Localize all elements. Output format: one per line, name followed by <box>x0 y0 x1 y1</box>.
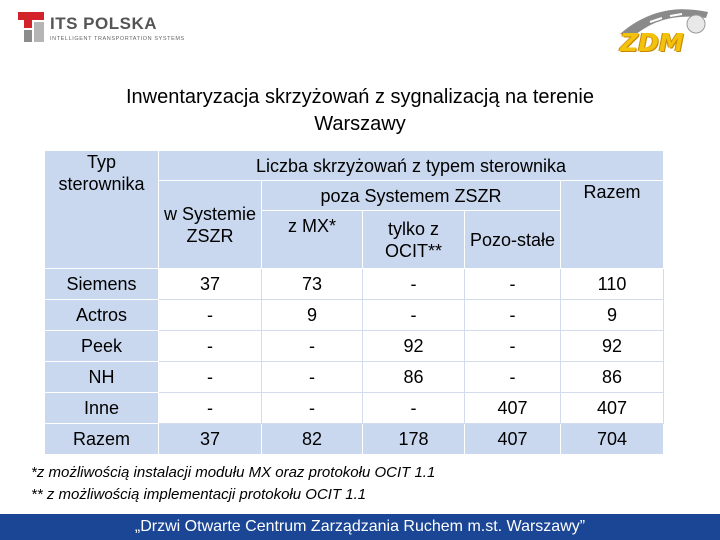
its-logo-subtitle: INTELLIGENT TRANSPORTATION SYSTEMS <box>50 36 185 42</box>
razem-cell: 9 <box>561 300 664 331</box>
z-mx-cell: - <box>262 362 363 393</box>
row-type-cell: Siemens <box>45 269 159 300</box>
its-logo-icon <box>14 8 48 46</box>
header-tylko-ocit: tylko z OCIT** <box>363 211 465 269</box>
w-systemie-cell: 37 <box>159 424 262 455</box>
header-liczba-skrzyzowan: Liczba skrzyżowań z typem sterownika <box>159 151 664 181</box>
table-header-row <box>45 151 664 181</box>
header-w-systemie: w Systemie ZSZR <box>159 181 262 269</box>
z-mx-cell: 82 <box>262 424 363 455</box>
footer-banner: „Drzwi Otwarte Centrum Zarządzania Ruchem m.st. Warszawy” <box>0 514 720 540</box>
header-pozostale: Pozo-stałe <box>465 211 561 269</box>
pozostale-cell: - <box>465 269 561 300</box>
pozostale-cell: 407 <box>465 393 561 424</box>
footnote-ocit: ** z możliwością implementacji protokołu OCIT 1.1 <box>31 486 367 503</box>
razem-cell: 407 <box>561 393 664 424</box>
intersections-table <box>44 150 664 455</box>
row-type-cell: Peek <box>45 331 159 362</box>
w-systemie-cell: 37 <box>159 269 262 300</box>
z-mx-cell: 73 <box>262 269 363 300</box>
razem-cell: 86 <box>561 362 664 393</box>
row-type-cell: Razem <box>45 424 159 455</box>
header-poza-systemem: poza Systemem ZSZR <box>262 181 561 211</box>
pozostale-cell: - <box>465 300 561 331</box>
w-systemie-cell: - <box>159 362 262 393</box>
its-logo-name: ITS POLSKA <box>50 14 158 33</box>
row-type-cell: NH <box>45 362 159 393</box>
page-title-line-1: Inwentaryzacja skrzyżowań z sygnalizacją na terenie <box>126 86 594 108</box>
table-row <box>45 331 664 362</box>
pozostale-cell: 407 <box>465 424 561 455</box>
razem-cell: 92 <box>561 331 664 362</box>
table-total-row <box>45 424 664 455</box>
zdm-logo <box>610 4 714 62</box>
row-type-cell: Actros <box>45 300 159 331</box>
table-row <box>45 300 664 331</box>
z-mx-cell: - <box>262 393 363 424</box>
w-systemie-cell: - <box>159 393 262 424</box>
page-title <box>30 84 690 138</box>
tylko-ocit-cell: 178 <box>363 424 465 455</box>
w-systemie-cell: - <box>159 300 262 331</box>
table-row <box>45 269 664 300</box>
header-typ-sterownika: Typ sterownika <box>45 151 159 269</box>
razem-cell: 704 <box>561 424 664 455</box>
z-mx-cell: 9 <box>262 300 363 331</box>
row-type-cell: Inne <box>45 393 159 424</box>
pozostale-cell: - <box>465 331 561 362</box>
table-row <box>45 393 664 424</box>
tylko-ocit-cell: - <box>363 300 465 331</box>
tylko-ocit-cell: - <box>363 269 465 300</box>
z-mx-cell: - <box>262 331 363 362</box>
razem-cell: 110 <box>561 269 664 300</box>
w-systemie-cell: - <box>159 331 262 362</box>
header-razem: Razem <box>561 181 664 269</box>
tylko-ocit-cell: 86 <box>363 362 465 393</box>
tylko-ocit-cell: - <box>363 393 465 424</box>
footnote-mx: *z możliwością instalacji modułu MX oraz protokołu OCIT 1.1 <box>31 464 436 481</box>
its-polska-logo <box>14 8 185 52</box>
table-row <box>45 362 664 393</box>
header-z-mx: z MX* <box>262 211 363 269</box>
page-title-line-2: Warszawy <box>314 113 406 135</box>
footnotes <box>31 462 435 506</box>
pozostale-cell: - <box>465 362 561 393</box>
zdm-logo-name: ZDM <box>620 28 684 57</box>
tylko-ocit-cell: 92 <box>363 331 465 362</box>
